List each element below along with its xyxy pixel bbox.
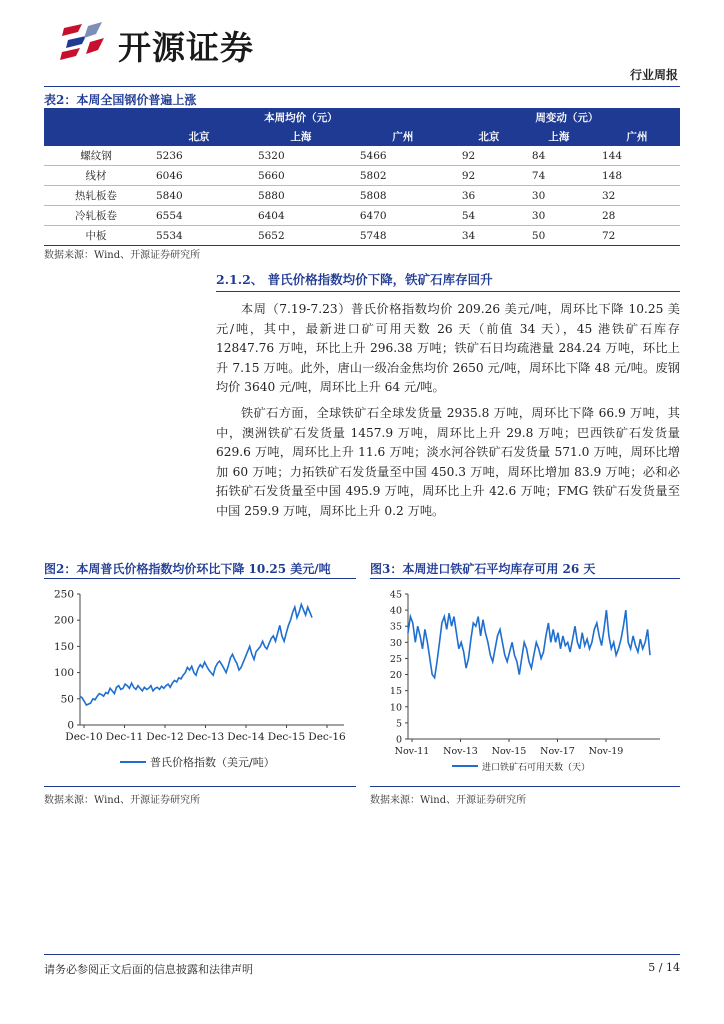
cell: 50 [524, 226, 594, 246]
x-tick-label: Nov-11 [394, 746, 430, 757]
city-header: 广州 [352, 127, 454, 146]
header-blank [44, 108, 148, 127]
city-header: 北京 [454, 127, 524, 146]
y-tick-label: 50 [60, 693, 74, 706]
fig3-source: 数据来源：Wind、开源证券研究所 [370, 795, 527, 806]
header-change-group: 周变动（元） [454, 108, 680, 127]
cell: 32 [594, 186, 680, 206]
cell: 5466 [352, 146, 454, 166]
cell: 30 [524, 206, 594, 226]
cell: 74 [524, 166, 594, 186]
x-tick-label: Dec-14 [227, 731, 265, 743]
report-type-tag: 行业周报 [629, 68, 678, 82]
city-header: 北京 [148, 127, 250, 146]
row-label: 中板 [44, 226, 148, 246]
city-header: 上海 [524, 127, 594, 146]
cell: 6046 [148, 166, 250, 186]
fig3-bottom-rule [370, 786, 680, 787]
cell: 92 [454, 166, 524, 186]
y-tick-label: 0 [67, 719, 74, 732]
cell: 5840 [148, 186, 250, 206]
x-tick-label: Nov-19 [588, 746, 624, 757]
cell: 5880 [250, 186, 352, 206]
row-label: 冷轧板卷 [44, 206, 148, 226]
cell: 5748 [352, 226, 454, 246]
section-rule [216, 291, 680, 292]
y-tick-label: 25 [389, 653, 402, 665]
fig3-rule [370, 578, 680, 579]
y-tick-label: 100 [53, 667, 74, 680]
footer-rule [44, 954, 680, 955]
cell: 5802 [352, 166, 454, 186]
header-price-group: 本周均价（元） [148, 108, 454, 127]
cell: 30 [524, 186, 594, 206]
brand-name: 开源证券 [118, 28, 254, 67]
table2-title: 表2：本周全国钢价普遍上涨 [44, 93, 197, 107]
cell: 5652 [250, 226, 352, 246]
city-header: 广州 [594, 127, 680, 146]
table-row [44, 146, 680, 166]
section-heading: 2.1.2、 普氏价格指数均价下降，铁矿石库存回升 [216, 272, 493, 287]
header-blank [44, 127, 148, 146]
cell: 5534 [148, 226, 250, 246]
cell: 144 [594, 146, 680, 166]
cell: 148 [594, 166, 680, 186]
y-tick-label: 200 [53, 614, 74, 627]
y-tick-label: 10 [389, 702, 402, 714]
x-tick-label: Nov-17 [540, 746, 575, 757]
row-label: 螺纹钢 [44, 146, 148, 166]
footer-disclaimer: 请务必参阅正文后面的信息披露和法律声明 [44, 963, 253, 976]
cell: 5808 [352, 186, 454, 206]
y-tick-label: 45 [389, 589, 402, 601]
cell: 54 [454, 206, 524, 226]
cell: 6404 [250, 206, 352, 226]
fig3-chart [370, 582, 680, 782]
x-tick-label: Nov-15 [491, 746, 527, 757]
cell: 5660 [250, 166, 352, 186]
cell: 36 [454, 186, 524, 206]
x-tick-label: Dec-16 [308, 731, 346, 743]
cell: 72 [594, 226, 680, 246]
cell: 6470 [352, 206, 454, 226]
table-row [44, 166, 680, 186]
cell: 5236 [148, 146, 250, 166]
x-tick-label: Dec-15 [267, 731, 306, 743]
fig2-rule [44, 578, 356, 579]
series-line [408, 610, 650, 678]
steel-price-table [44, 108, 680, 246]
x-tick-label: Dec-13 [186, 731, 225, 743]
fig2-bottom-rule [44, 786, 356, 787]
paragraph-1: 本周（7.19-7.23）普氏价格指数均价 209.26 美元/吨，周环比下降 10.25 美元/吨，其中，最新进口矿可用天数 26 天（前值 34 天），45 港铁矿石库存 12847.76 万吨，环比上升 296.38 万吨；铁矿石日均疏港量 284.24 万吨，环比上升 7.15 万吨。此外，唐山一级冶金焦均价 2650 元/吨，周环比下降 48 元/吨。废钢均价 3640 元/吨，周环比上升 64 元/吨。 [216, 302, 680, 395]
table-row [44, 206, 680, 226]
cell: 84 [524, 146, 594, 166]
y-tick-label: 40 [389, 605, 402, 617]
y-tick-label: 0 [395, 734, 402, 746]
legend-label: 进口铁矿石可用天数（天） [482, 763, 591, 773]
fig2-chart [44, 582, 356, 782]
city-header: 上海 [250, 127, 352, 146]
x-tick-label: Dec-11 [105, 731, 144, 743]
table-row [44, 226, 680, 246]
y-tick-label: 150 [53, 640, 74, 653]
cell: 5320 [250, 146, 352, 166]
cell: 28 [594, 206, 680, 226]
fig2-source: 数据来源：Wind、开源证券研究所 [44, 795, 201, 806]
x-tick-label: Dec-10 [65, 731, 103, 743]
table-city-row [44, 127, 680, 146]
x-tick-label: Nov-13 [443, 746, 478, 757]
y-tick-label: 250 [53, 588, 74, 601]
legend-label: 普氏价格指数（美元/吨） [150, 756, 275, 769]
paragraph-2: 铁矿石方面，全球铁矿石全球发货量 2935.8 万吨，周环比下降 66.9 万吨，其中，澳洲铁矿石发货量 1457.9 万吨，周环比上升 29.8 万吨；巴西铁矿石发货量 629.6 万吨，周环比上升 11.6 万吨；淡水河谷铁矿石发货量 571.0 万吨，周环比增加 60 万吨；力拓铁矿石发货量至中国 450.3 万吨，周环比增加 83.9 万吨；必和必拓铁矿石发货量至中国 495.9 万吨，周环比上升 42.6 万吨；FMG 铁矿石发货量至中国 259.9 万吨，周环比上升 0.2 万吨。 [216, 406, 680, 518]
y-tick-label: 15 [389, 686, 402, 698]
table-row [44, 186, 680, 206]
table-header-row [44, 108, 680, 127]
series-line [80, 605, 312, 706]
y-tick-label: 20 [389, 670, 402, 682]
header-rule [44, 86, 680, 87]
y-tick-label: 35 [389, 621, 402, 633]
page-number: 5 / 14 [648, 961, 680, 974]
x-tick-label: Dec-12 [146, 731, 184, 743]
table2-source: 数据来源：Wind、开源证券研究所 [44, 250, 201, 261]
cell: 92 [454, 146, 524, 166]
y-tick-label: 30 [389, 637, 402, 649]
row-label: 热轧板卷 [44, 186, 148, 206]
fig3-title: 图3：本周进口铁矿石平均库存可用 26 天 [370, 562, 596, 576]
cell: 34 [454, 226, 524, 246]
cell: 6554 [148, 206, 250, 226]
row-label: 线材 [44, 166, 148, 186]
fig2-title: 图2：本周普氏价格指数均价环比下降 10.25 美元/吨 [44, 562, 331, 576]
logo-mark [58, 20, 118, 64]
y-tick-label: 5 [395, 718, 402, 730]
